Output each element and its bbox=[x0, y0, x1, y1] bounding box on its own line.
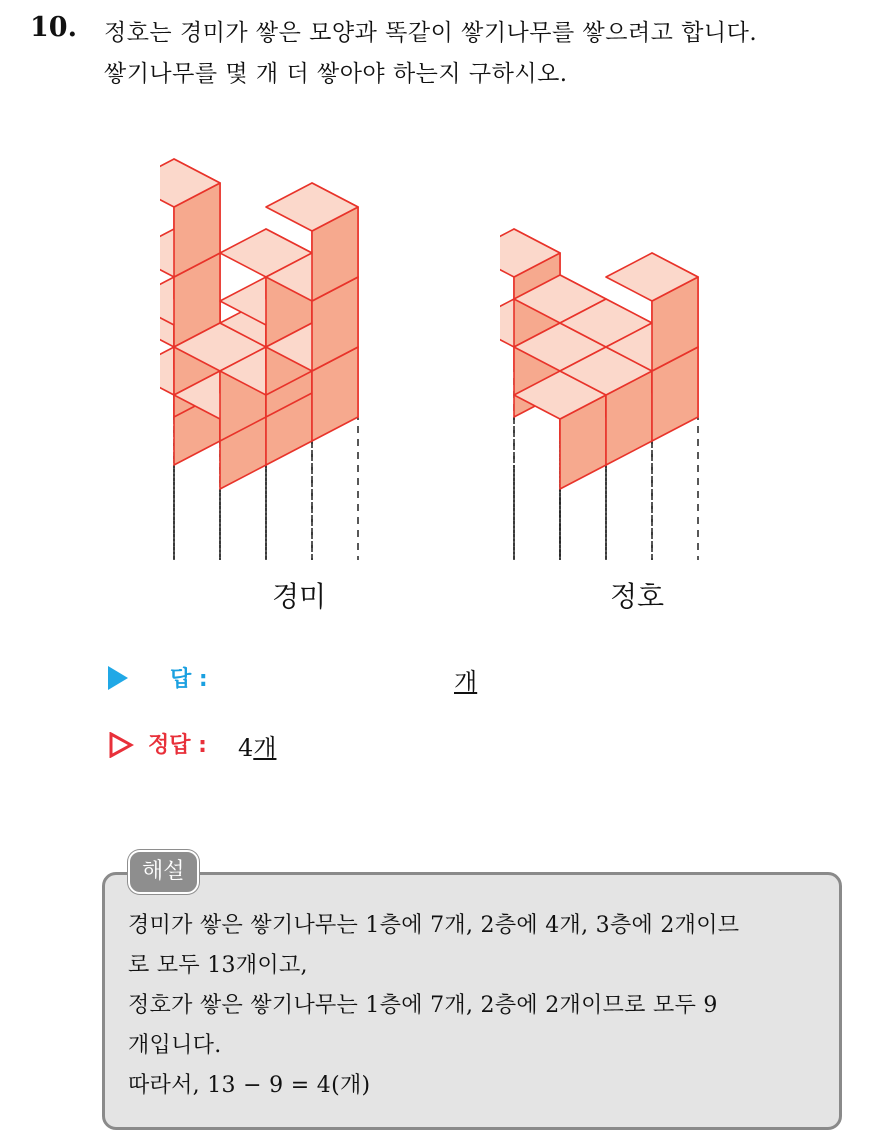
outline-triangle-icon bbox=[108, 732, 134, 758]
correct-answer-value: 4개 bbox=[238, 734, 277, 762]
answer-label: 답 : bbox=[170, 667, 208, 692]
explanation-line-4: 개입니다. bbox=[128, 1033, 222, 1058]
answer-unit: 개 bbox=[454, 668, 478, 696]
explanation-line-5: 따라서, 13 − 9 = 4(개) bbox=[128, 1073, 371, 1098]
answer-row bbox=[108, 662, 608, 696]
explanation-line-2: 로 모두 13개이고, bbox=[128, 953, 308, 978]
explanation-line-3: 정호가 쌓은 쌓기나무는 1층에 7개, 2층에 2개이므로 모두 9 bbox=[128, 993, 718, 1018]
cube-figure-jeongho bbox=[500, 140, 800, 560]
explanation-line-1: 경미가 쌓은 쌓기나무는 1층에 7개, 2층에 4개, 3층에 2개이므 bbox=[128, 913, 740, 938]
caption-gyeongmi: 경미 bbox=[272, 580, 327, 613]
question-text-line-1: 정호는 경미가 쌓은 모양과 똑같이 쌓기나무를 쌓으려고 합니다. bbox=[104, 20, 758, 46]
cube-figure-gyeongmi bbox=[160, 140, 460, 560]
correct-answer-label: 정답 : bbox=[148, 733, 207, 758]
question-number: 10. bbox=[30, 12, 77, 43]
correct-answer-row bbox=[108, 724, 608, 764]
play-triangle-icon bbox=[108, 666, 128, 690]
caption-jeongho: 정호 bbox=[610, 580, 665, 613]
explanation-tag: 해설 bbox=[128, 850, 199, 894]
question-text-line-2: 쌓기나무를 몇 개 더 쌓아야 하는지 구하시오. bbox=[104, 61, 568, 87]
